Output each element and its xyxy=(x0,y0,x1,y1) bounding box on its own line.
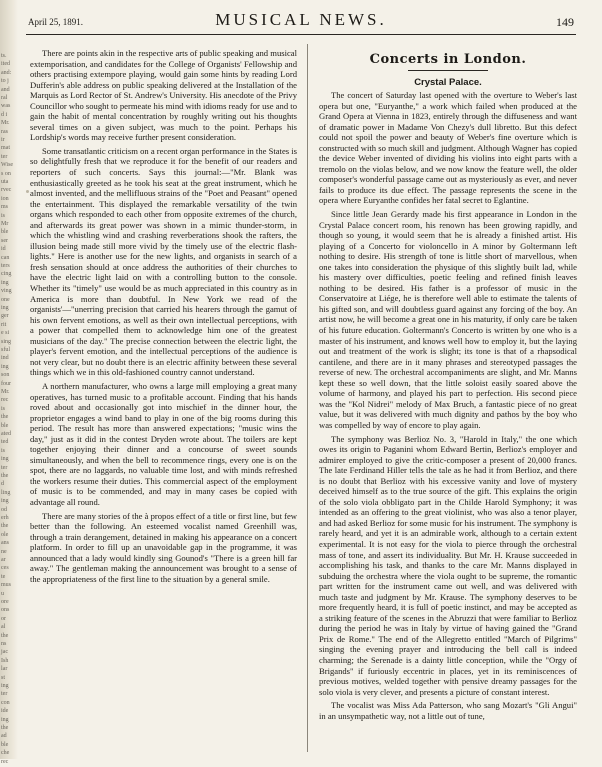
spine-fragment: son xyxy=(1,372,10,379)
spine-fragment: ral xyxy=(1,95,8,101)
right-column xyxy=(319,48,577,753)
sub-heading: Crystal Palace. xyxy=(414,77,482,88)
paragraph: A northern manufacturer, who owns a large mill employing a great many operatives, has turned music to a profitable account. Finding that his hands roved about and occasionally got into mischief in the dinner hour, the proprietor engages a wind band to play in one of the big rooms during this period. The result has more than answered expectations; "music wins the day," just as it did in the contest Dryden wrote about. The toilers are kept together enjoying their dinner and a concourse of sweet sounds simultaneously, and when the bell to recommence rings, every one is on the spot, there are no laggards, no valuable time lost, and with minds refreshed the workers resume their duties. This commercial aspect of the employment of music is to be commended, and may in many cases be copied with advantage all round. xyxy=(30,380,297,507)
spine-fragment: ing xyxy=(1,683,9,689)
spine-fragment: ras xyxy=(1,128,8,135)
left-column xyxy=(30,48,297,753)
spine-fragment: sful xyxy=(1,347,10,353)
spine-fragment: Wise xyxy=(1,162,14,169)
spine-fragment: rec xyxy=(1,397,9,404)
spine-fragment: ter xyxy=(1,691,8,698)
spine-fragment: jac xyxy=(1,649,8,656)
spine-fragment: uta xyxy=(1,179,9,185)
column-divider xyxy=(307,44,308,752)
spine-fragment: ing xyxy=(1,716,9,723)
spine-fragment: al xyxy=(1,624,6,631)
spine-fragment: ore xyxy=(1,599,9,605)
spine-fragment: ts. xyxy=(1,53,7,59)
paragraph: The concert of Saturday last opened with the overture to Weber's last opera but one, "Euryanthe," a work which failed when produced at the Grand Opera at Vienna in 1823, entirely through the diffuseness and want of dramatic power in Madame Von Chezy's dull libretto. But this defect could not spoil the power and beauty of Weber's fine overture which is constructed with so much skill and judgment. Although Wagner has copied the device Weber invented of dividing his violins into eight parts with a tremolo on the violas below, and we now know the feature well, the older composer's wonderful passage came out as mysteriously as ever, and never fails to produce its due effect. The passage represents the scene in the opera where Euryanthe confides her fatal secret to Eglantine. xyxy=(319,90,577,206)
spine-fragment: to j xyxy=(1,78,9,85)
spine-fragment: is xyxy=(1,405,6,412)
spine-fragment: one xyxy=(1,296,10,303)
spine-fragment: ter xyxy=(1,464,8,471)
section-title-text: Concerts in London. xyxy=(369,52,527,67)
spine-fragment: the xyxy=(1,632,9,639)
spine-fragment: ar xyxy=(1,557,6,563)
spine-fragment: the xyxy=(1,523,9,530)
spine-fragment: ion xyxy=(1,195,9,202)
spine-fragment: ing xyxy=(1,305,9,311)
spine-fragment: id xyxy=(1,246,6,253)
spine-fragment: ing xyxy=(1,456,9,463)
spine-fragment: od xyxy=(1,506,7,513)
spine-fragment: is xyxy=(1,212,6,219)
spine-fragment: ger xyxy=(1,313,9,320)
spine-fragment: d xyxy=(1,481,4,488)
spine-fragment: four xyxy=(1,380,11,387)
spine-fragment: ters xyxy=(1,263,10,269)
spine-fragment: sing xyxy=(1,338,12,345)
spine-fragment: rec xyxy=(1,758,9,765)
spine-fragment: ind xyxy=(1,355,9,362)
spine-fragment: ble xyxy=(1,741,9,748)
spine-fragment: ons xyxy=(1,607,10,614)
spine-fragment: ing xyxy=(1,363,9,370)
spine-fragment: d i xyxy=(1,111,8,118)
page-number: 149 xyxy=(556,15,574,29)
paragraph: The symphony was Berlioz No. 3, "Harold in Italy," the one which owes its origin to Paganini whom Edward Bertin, Berlioz's employer and admirer employed to give the critic-composer a present of 20,000 francs. The late Ferdinand Hiller tells the tale as he had it from Berlioz, and there is no doubt that Berlioz with his excessive vanity and love of mystery deceived himself as to the true source of the gift. This explains the origin of the solo viola obbligato part in the Childe Harold Symphony; it was intended as an offering to the great violinist, who was also a tenor player, and had asked Berlioz for some music for his instrument. The symphony is rarely heard, and yet it is an admirable work, although to a certain extent experimental. It is not easy for the viola to pierce through the orchestral mass of tone, and assert its individuality. But Mr. H. Krause succeeded in accomplishing his task, and thanks to the care Mr. Manns displayed in subduing the orchestra where the viola ought to be supreme, the romantic part written for the instrument came out well, and was delivered with much taste and judgment by Mr. Krause. The symphony deserves to be more frequently heard, it is full of poetic instinct, and may be accepted as a striking feature of the scenes in the Abruzzi that were familiar to Berlioz during the period he was in Italy by virtue of having gained the "Grand Prix de Rome." The end of the Allegretto entitled "March of Pilgrims" singing the evening prayer and introducing the bell call is indeed charming; the Serenade is a dainty little conception, while the "Orgy of Brigands" if furiously eccentric in places, yet in its reminiscences of previous motives, welded together with pensive dreamy passages for the solo viola is very clever, and presents a picture of constant interest. xyxy=(319,433,577,697)
spine-fragment: con xyxy=(1,699,10,706)
spine-fragment: mus xyxy=(1,582,12,589)
spine-fragment: rit xyxy=(1,321,7,328)
spine-fragment: s on xyxy=(1,170,11,177)
spine-fragment: ns xyxy=(1,641,7,647)
spine-fragment: and xyxy=(1,86,10,93)
spine-fragment: ces xyxy=(1,565,9,572)
spine-fragment: ing xyxy=(1,498,9,505)
spine-fragment: ted xyxy=(1,439,9,446)
spine-fragment: Ish xyxy=(1,657,9,664)
spine-fragment: ter xyxy=(1,153,8,160)
spine-fragment: ing xyxy=(1,279,9,286)
scan-speck xyxy=(26,190,29,193)
spine-fragment: can xyxy=(1,254,10,261)
paragraph: The vocalist was Miss Ada Patterson, who sang Mozart's "Gli Angui" in an unsympathetic way, not a little out of tune, xyxy=(319,700,577,721)
paragraph: There are points akin in the respective arts of public speaking and musical extemporisation, and candidates for the College of Organists' Fellowship and others practising extempore playing, would gain some hints by reading Lord Dufferin's able address on public speaking delivered at the Installation of the Marquis as Lord Rector of St. Andrew's University. His anecdote of the Privy Councillor who sought to permeate his mind with idioms ready for use and to gain the habit of mental concentration by roughly writing out his thoughts several times on a given subject, was much to the point. Perhaps his Lordship's words may receive further present consideration. xyxy=(30,48,297,143)
spine-fragment: ms xyxy=(1,204,9,211)
spine-fragment: was xyxy=(1,103,11,110)
spine-fragment: ble xyxy=(1,229,9,236)
spine-fragment: the xyxy=(1,725,9,731)
spine-fragment: ited xyxy=(1,61,10,68)
spine-fragment: or xyxy=(1,615,6,622)
paragraph: Since little Jean Gerardy made his first appearance in London in the Crystal Palace concert room, his renown has been growing rapidly, and though so young, it would seem that he is already a finished artist. His playing of a Concerto for violoncello in A minor by Goltermann left nothing to desire. His strength of tone is little short of marvellous, when one takes into consideration the physique of this slightly built lad, while his mastery over difficulties, poetic feeling and refined finish leaves nothing to be desired. His father is a professor of music in the Conservatoire at Liége, he is therefore well able to estimate the talents of his gifted son, and will doubtless guard against any forcing of the boy. An artist now, he will become a great one in his maturity, if only care be taken of his future education. Goltermann's Concerto is written by one who is a master of his instrument, and knows well how to employ it, but the laying out and treatment of the work is slight; its tone is that of a rhapsodical cantilene, and there are in it many phrases and stereotyped passages the reverse of new. The orchestral accompaniments are slight, and Mr. Manns kept these so well down, that the little soloist easily soared above the volume of harmony, and played his part to perfection. His second piece was the "Kol Nidrei" melody of Max Bruch, a fantastic piece of no great value, but it was delivered with much dignity and pathos by the boy who was compelled by way of encore to play again. xyxy=(319,209,577,430)
spine-fragment: rvec xyxy=(1,187,12,194)
spine-fragment: ir xyxy=(1,137,5,143)
spine-fragment: Mr. xyxy=(1,120,10,127)
spine-fragment: ans xyxy=(1,540,9,547)
masthead-title: MUSICAL NEWS. xyxy=(215,10,387,29)
paragraph: Some transatlantic criticism on a recent organ performance in the States is so delightfully fresh that we reproduce it for the benefit of our readers and reporters of such concerts. Says this journal:—"Mr. Blank was enthusiastically greeted as he took his seat at the great instrument, which he almost invented, and the mellifluous strains of the "Poet and Peasant" opened the entertainment. This displayed the remarkable versatility of the twin organs which responded to each other from opposite extremes of the church, and afterwards its great power was shown in a mimic thunder-storm, in which the whistling wind and crashing reverberations shook the rafters, the illusion being made still more vivid by the timely use of the electric flash-lights." Here is another use for the new lights, and organists in search of a fresh sensation should at once address the authorities of their churches to have the electric light laid on with a controlling button to the console. Whether its "timely" use would be as much appreciated in this country as in America is more than doubtful. In New York we read of the organists'—"unerring precision that carried his hearers through the gamut of his own fervent emotions, as well as their own intellectual perceptions, with a power that compelled them to acknowledge him one of the greatest musicians of the day." The precise connection between the electric light, the player's fervent emotion, and the intellectual perceptions of the audience is not very clear, but no doubt there is an electric affinity between these several things which we in this old-fashioned country cannot understand. xyxy=(30,145,297,378)
spine-fragment: ble xyxy=(1,422,9,429)
spine-fragment: ide xyxy=(1,708,9,715)
spine-fragment: is xyxy=(1,447,6,454)
spine-fragment: the xyxy=(1,473,9,479)
spine-fragment: ving xyxy=(1,288,12,295)
spine-fragment: st xyxy=(1,674,6,681)
binding-spine xyxy=(0,0,18,765)
spine-fragment: mat xyxy=(1,145,10,152)
spine-fragment: cing xyxy=(1,271,12,278)
spine-fragment: ated xyxy=(1,431,11,437)
spine-fragment: ole xyxy=(1,531,9,538)
spine-fragment: te xyxy=(1,573,6,580)
spine-fragment: che xyxy=(1,750,10,757)
spine-fragment: lar xyxy=(1,666,8,673)
title-underline xyxy=(408,70,488,71)
spine-fragment: ling xyxy=(1,489,11,496)
page-header xyxy=(26,4,576,35)
spine-fragment: u xyxy=(1,590,4,597)
spine-fragment: ad xyxy=(1,733,7,740)
spine-fragment: Mr. xyxy=(1,389,10,395)
issue-date: April 25, 1891. xyxy=(28,17,83,27)
paragraph: There are many stories of the à propos effect of a title or first line, but few better than the following. An esteemed vocalist named Greenhill was, through a train derangement, detained in making his appearance on a concert platform. In order to fill up an unavoidable gap in the programme, it was announced that a lady would kindly sing Gounod's "There is a green hill far away." The gentleman making the announcement was brought to a sense of the appropriateness of the first line to the situation by a general smile. xyxy=(30,510,297,584)
section-title xyxy=(319,52,577,71)
spine-fragment: e si xyxy=(1,330,10,337)
spine-fragment: ser xyxy=(1,237,8,244)
spine-fragment: the xyxy=(1,414,9,421)
spine-fragment: Mr xyxy=(1,221,9,227)
spine-fragment: ne xyxy=(1,548,7,555)
spine-fragment: and: xyxy=(1,69,12,76)
spine-fragment: erh xyxy=(1,515,9,521)
